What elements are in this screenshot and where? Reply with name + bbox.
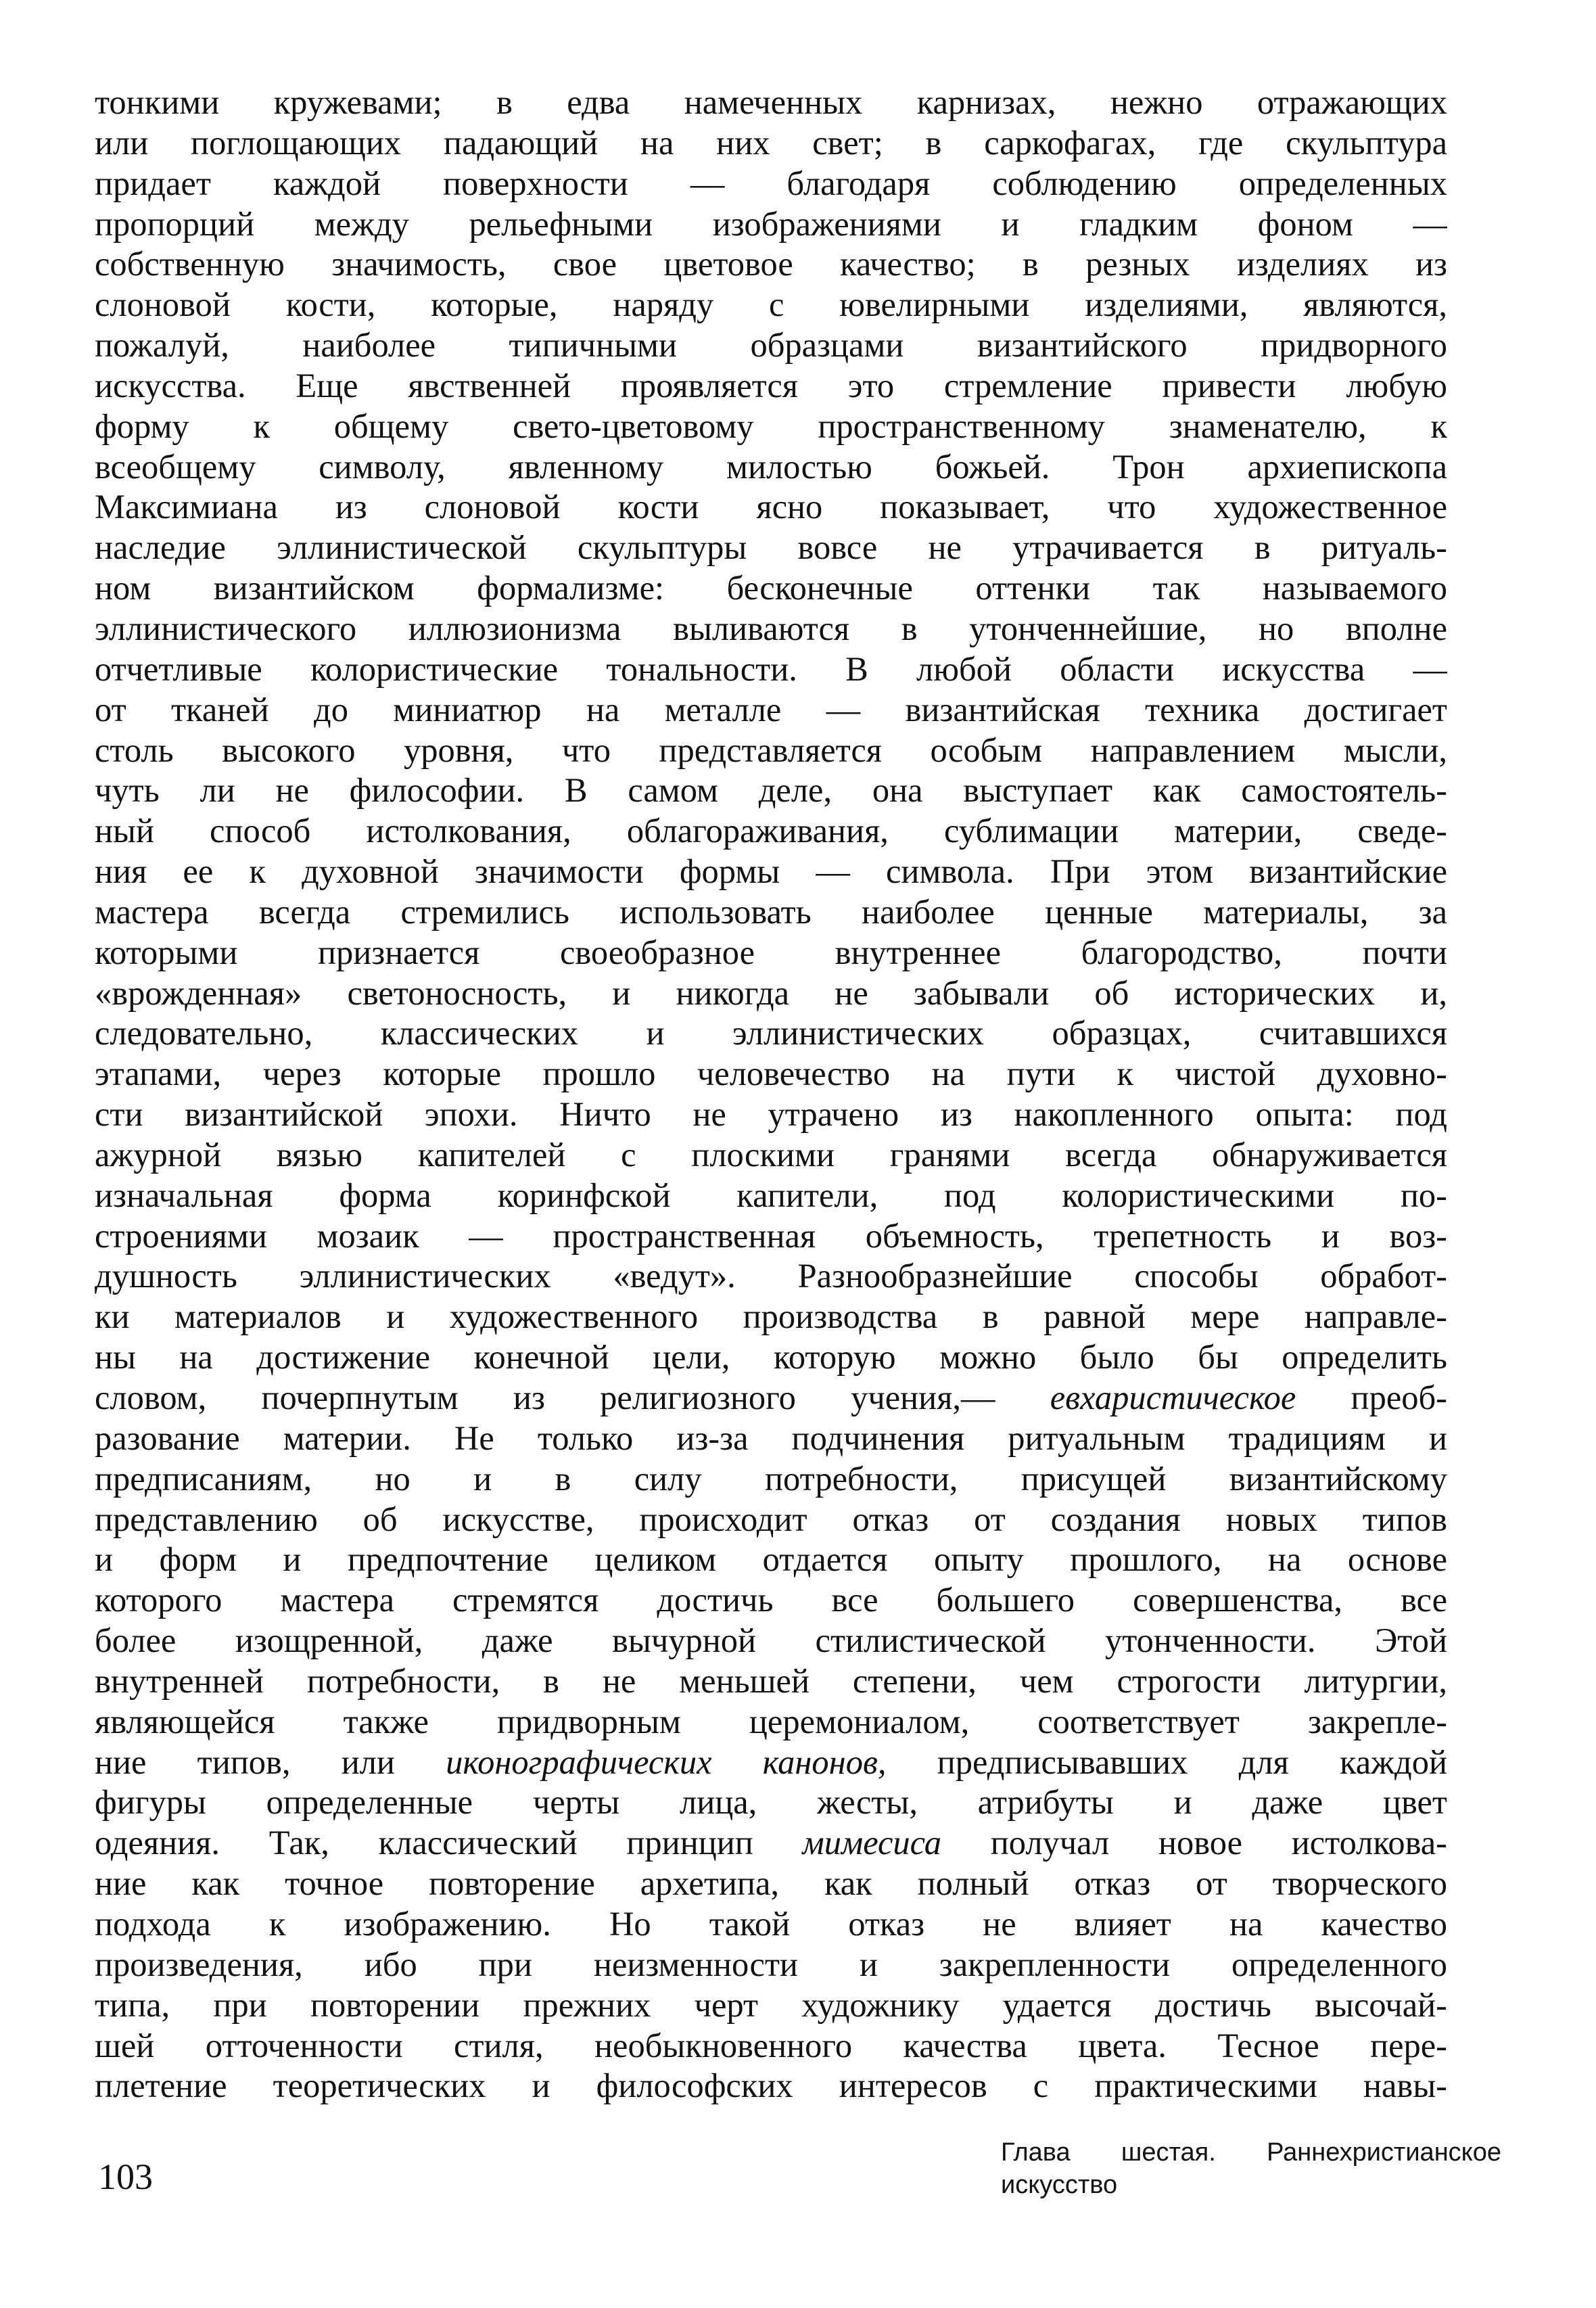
text-line: ние как точное повторение архетипа, как полный отказ от творческого <box>95 1864 1447 1903</box>
text-line: от тканей до миниатюр на металле — византийская техника достигает <box>95 690 1447 729</box>
text-line: типа, при повторении прежних черт художнику удается достичь высочай- <box>95 1985 1447 2024</box>
text-line: этапами, через которые прошло человечество на пути к чистой духовно- <box>95 1055 1447 1093</box>
text-line: плетение теоретических и философских интересов с практическими навы- <box>95 2067 1447 2105</box>
text-line: чуть ли не философии. В самом деле, она выступает как самостоятель- <box>95 771 1447 810</box>
running-head-line-1: Глава шестая. Раннехристианское <box>1001 2138 1501 2167</box>
text-line: которыми признается своеобразное внутреннее благородство, почти <box>95 933 1447 971</box>
text-line: тонкими кружевами; в едва намеченных карнизах, нежно отражающих <box>95 83 1447 121</box>
running-head <box>1001 2136 1501 2201</box>
text-line: сти византийской эпохи. Ничто не утрачено из накопленного опыта: под <box>95 1095 1447 1134</box>
text-line: ны на достижение конечной цели, которую можно было бы определить <box>95 1338 1447 1377</box>
text-line: ки материалов и художественного производства в равной мере направле- <box>95 1297 1447 1336</box>
running-head-line-2: искусство <box>1001 2171 1118 2199</box>
text-line: душность эллинистических «ведут». Разнообразнейшие способы обработ- <box>95 1257 1447 1295</box>
text-line: эллинистического иллюзионизма выливаются в утонченнейшие, но вполне <box>95 609 1447 647</box>
text-line: и форм и предпочтение целиком отдается опыту прошлого, на основе <box>95 1540 1447 1579</box>
text-line: всеобщему символу, явленному милостью божьей. Трон архиепископа <box>95 447 1447 486</box>
text-line: представлению об искусстве, происходит отказ от создания новых типов <box>95 1500 1447 1538</box>
text-line: ный способ истолкования, облагораживания, сублимации материи, сведе- <box>95 812 1447 850</box>
text-line: собственную значимость, свое цветовое качество; в резных изделиях из <box>95 245 1447 283</box>
text-line: следовательно, классических и эллинистических образцах, считавшихся <box>95 1014 1447 1053</box>
text-line: пожалуй, наиболее типичными образцами византийского придворного <box>95 326 1447 365</box>
text-line: словом, почерпнутым из религиозного учения,— евхаристическое преоб- <box>95 1379 1447 1416</box>
text-line: внутренней потребности, в не меньшей степени, чем строгости литургии, <box>95 1661 1447 1700</box>
italic-term: мимесиса <box>802 1824 942 1862</box>
text-line: одеяния. Так, классический принцип мимесиса получал новое истолкова- <box>95 1824 1447 1862</box>
text-line: произведения, ибо при неизменности и закрепленности определенного <box>95 1945 1447 1983</box>
text-line: предписаниям, но и в силу потребности, присущей византийскому <box>95 1459 1447 1498</box>
text-line: или поглощающих падающий на них свет; в саркофагах, где скульптура <box>95 123 1447 162</box>
text-line: слоновой кости, которые, наряду с ювелирными изделиями, являются, <box>95 285 1447 324</box>
text-line: искусства. Еще явственней проявляется это стремление привести любую <box>95 366 1447 405</box>
italic-term: евхаристическое <box>1050 1379 1296 1416</box>
text-line: являющейся также придворным церемониалом, соответствует закрепле- <box>95 1702 1447 1740</box>
text-line: «врожденная» светоносность, и никогда не забывали об исторических и, <box>95 973 1447 1012</box>
text-line: ажурной вязью капителей с плоскими гранями всегда обнаруживается <box>95 1135 1447 1174</box>
text-line: разование материи. Не только из-за подчинения ритуальным традициям и <box>95 1418 1447 1457</box>
text-line: подхода к изображению. Но такой отказ не влияет на качество <box>95 1904 1447 1943</box>
text-line: мастера всегда стремились использовать наиболее ценные материалы, за <box>95 892 1447 931</box>
text-line: которого мастера стремятся достичь все большего совершенства, все <box>95 1581 1447 1619</box>
text-line: ния ее к духовной значимости формы — символа. При этом византийские <box>95 852 1447 891</box>
italic-term: иконографических канонов, <box>446 1742 887 1781</box>
text-line: придает каждой поверхности — благодаря соблюдению определенных <box>95 164 1447 202</box>
page-number: 103 <box>98 2156 153 2197</box>
text-line: строениями мозаик — пространственная объемность, трепетность и воз- <box>95 1216 1447 1255</box>
text-line: шей отточенности стиля, необыкновенного качества цвета. Тесное пере- <box>95 2026 1447 2064</box>
text-line: отчетливые колористические тональности. В любой области искусства — <box>95 649 1447 688</box>
text-line: форму к общему свето-цветовому пространственному знаменателю, к <box>95 407 1447 445</box>
text-line: Максимиана из слоновой кости ясно показывает, что художественное <box>95 488 1447 526</box>
text-line: изначальная форма коринфской капители, под колористическими по- <box>95 1176 1447 1214</box>
text-line: пропорций между рельефными изображениями и гладким фоном — <box>95 204 1447 243</box>
text-line: ном византийском формализме: бесконечные оттенки так называемого <box>95 569 1447 607</box>
text-line: столь высокого уровня, что представляется особым направлением мысли, <box>95 731 1447 769</box>
body-text <box>95 83 1447 2106</box>
text-line: наследие эллинистической скульптуры вовсе не утрачивается в ритуаль- <box>95 528 1447 567</box>
text-line: фигуры определенные черты лица, жесты, атрибуты и даже цвет <box>95 1783 1447 1822</box>
text-line: более изощренной, даже вычурной стилистической утонченности. Этой <box>95 1621 1447 1660</box>
text-line: ние типов, или иконографических канонов, предписывавших для каждой <box>95 1742 1447 1781</box>
